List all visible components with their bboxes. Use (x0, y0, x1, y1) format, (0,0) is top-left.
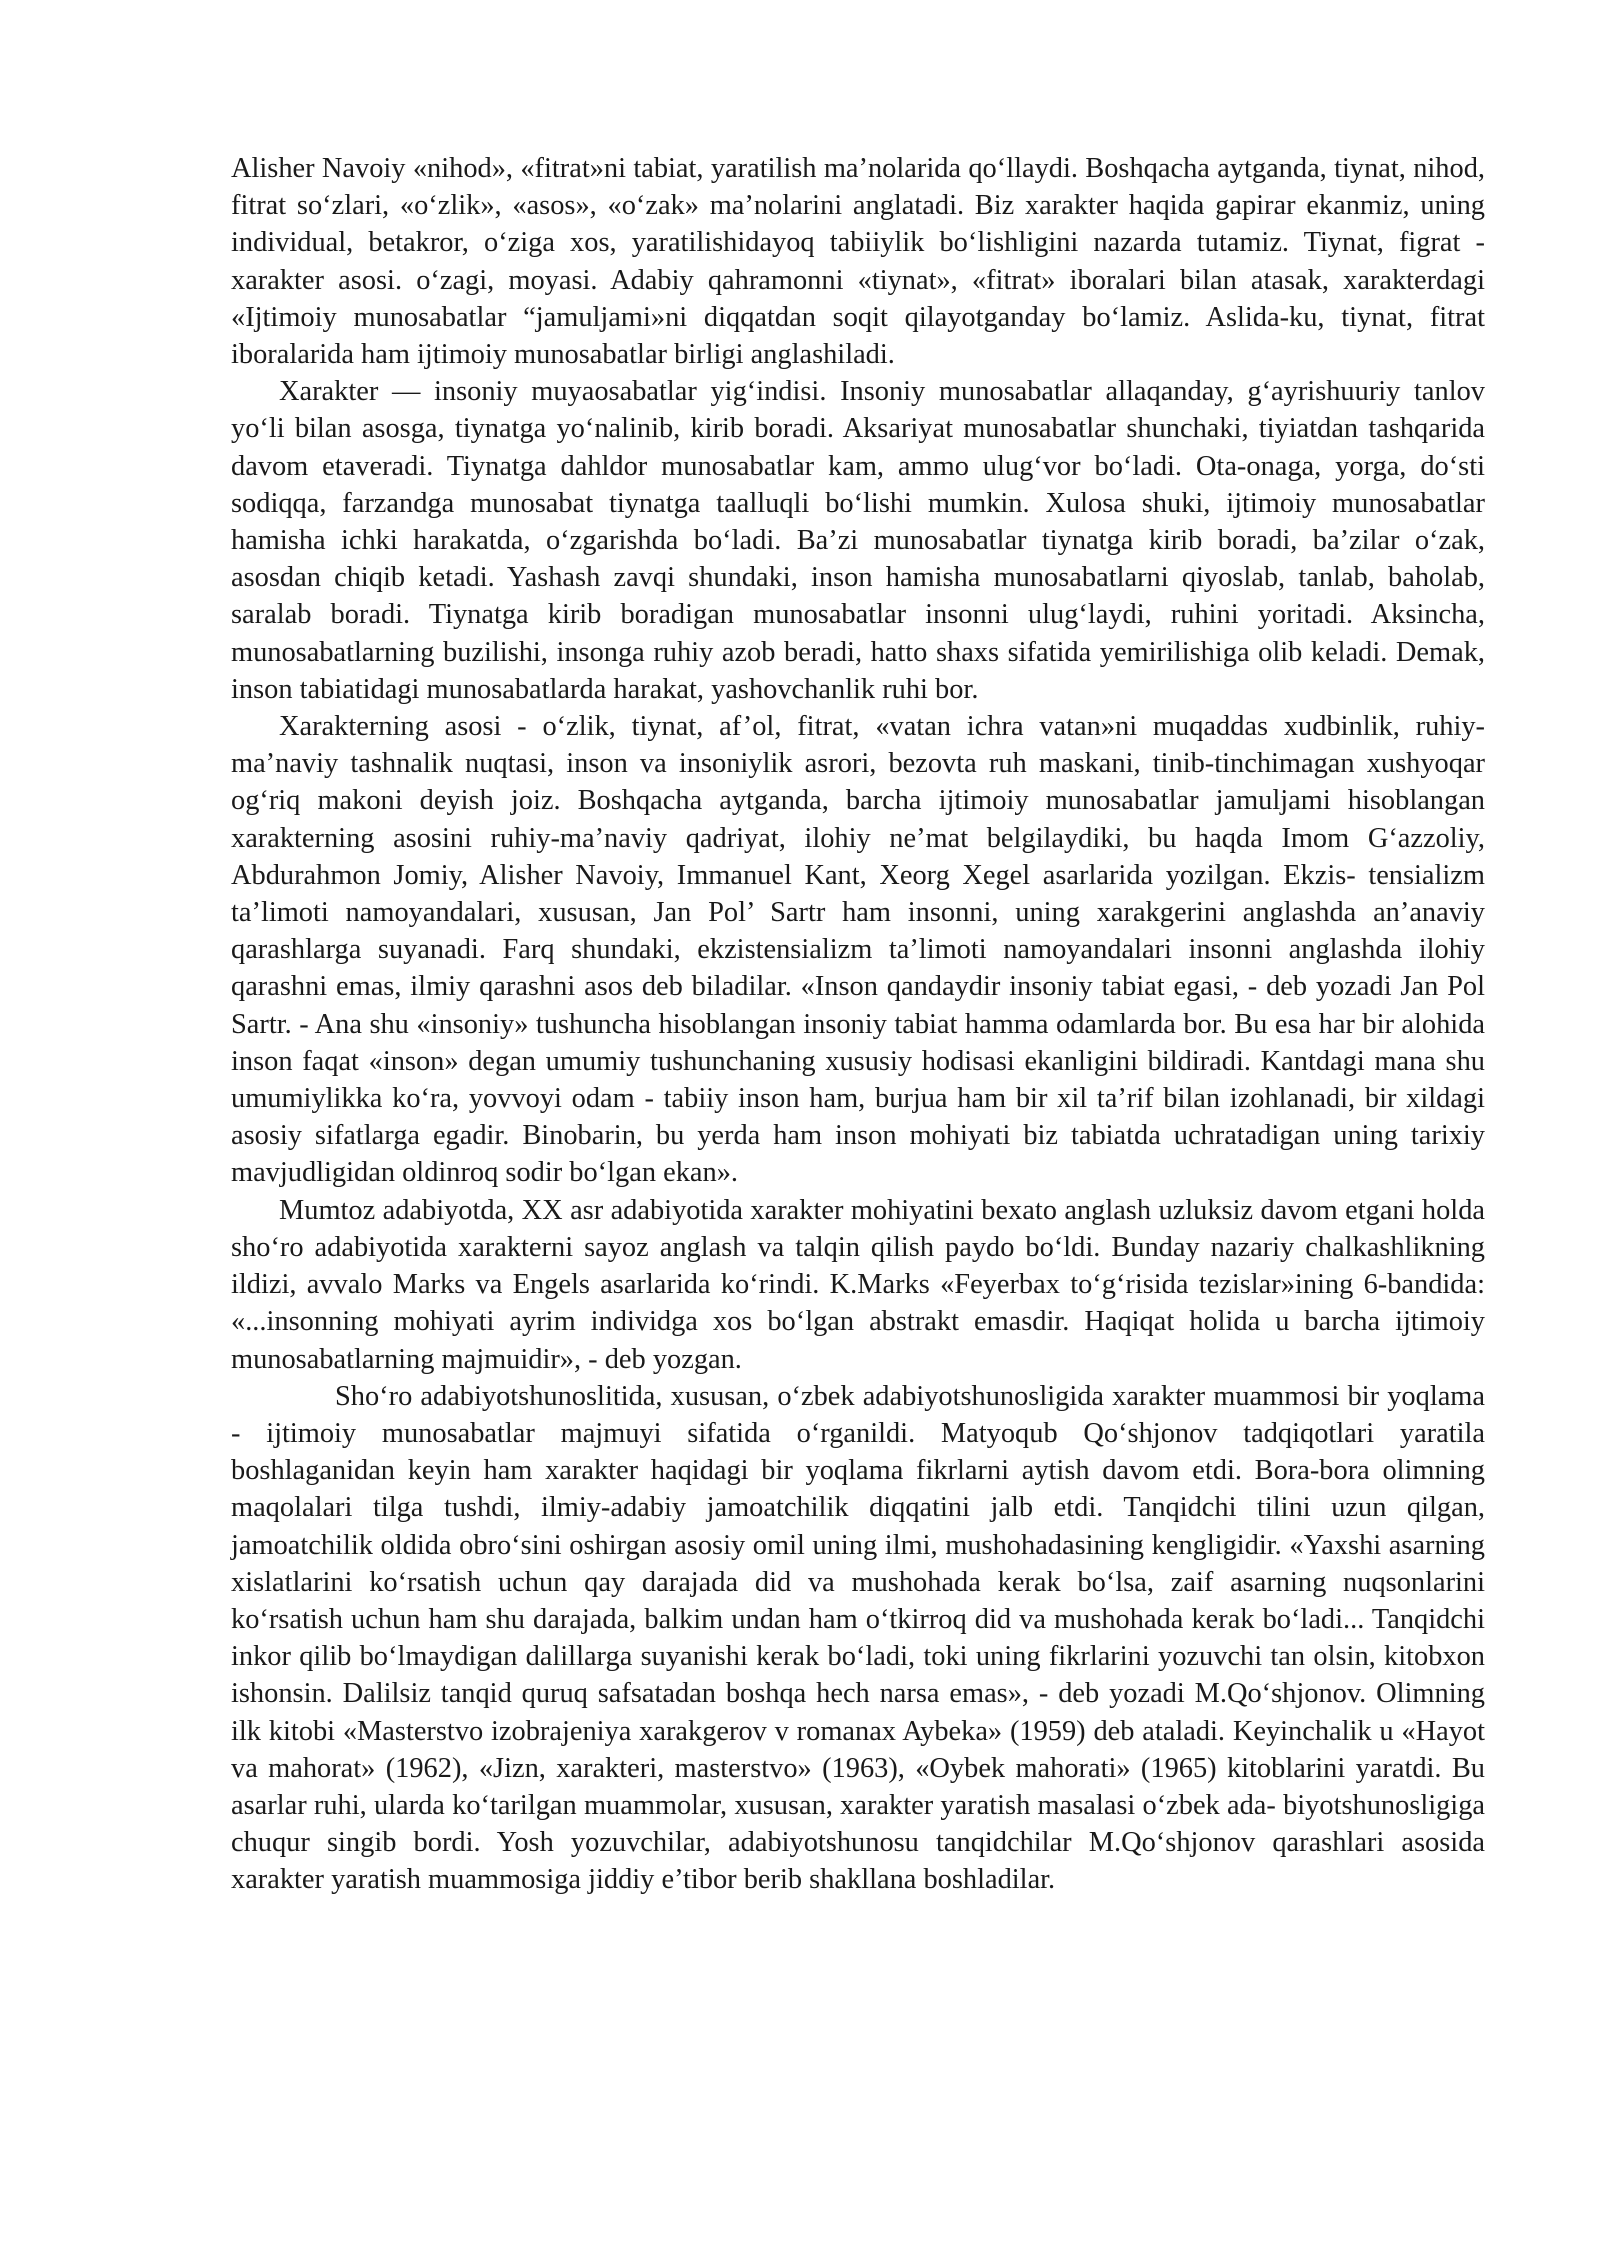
document-page (231, 150, 1485, 1899)
paragraph-navoiy-nihod: Alisher Navoiy «nihod», «fitrat»ni tabiat, yaratilish ma’nolarida qo‘llaydi. Boshqacha aytganda, tiynat, nihod, fitrat so‘zlari, «o‘zlik», «asos», «o‘zak» ma’nolarini anglatadi. Biz xarakter haqida gapirar ekanmiz, uning individual, betakror, o‘ziga xos, yaratilishidayoq tabiiylik bo‘lishligini nazarda tutamiz. Tiynat, figrat - xarakter asosi. o‘zagi, moyasi. Adabiy qahramonni «tiynat», «fitrat» iboralari bilan atasak, xarakterdagi «Ijtimoiy munosabatlar “jamuljami»ni diqqatdan soqit qilayotganday bo‘lamiz. Aslida-ku, tiynat, fitrat iboralarida ham ijtimoiy munosabatlar birligi anglashiladi. (231, 153, 1485, 371)
paragraph-xarakter-definition: Xarakter — insoniy muyaosabatlar yig‘indisi. Insoniy munosabatlar allaqanday, g‘ayrishuuriy tanlov yo‘li bilan asosga, tiynatga yo‘nalinib, kirib boradi. Aksariyat munosabatlar shunchaki, tiyiatdan tashqarida davom etaveradi. Tiynatga dahldor munosabatlar kam, ammo ulug‘vor bo‘ladi. Ota-onaga, yorga, do‘sti sodiqqa, farzandga munosabat tiynatga taalluqli bo‘lishi mumkin. Xulosa shuki, ijtimoiy munosabatlar hamisha ichki harakatda, o‘zgarishda bo‘ladi. Ba’zi munosabatlar tiynatga kirib boradi, ba’zilar o‘zak, asosdan chiqib ketadi. Yashash zavqi shundaki, inson hamisha munosabatlarni qiyoslab, tanlab, baholab, saralab boradi. Tiynatga kirib boradigan munosabatlar insonni ulug‘laydi, ruhini yoritadi. Aksincha, munosabatlarning buzilishi, insonga ruhiy azob beradi, hatto shaxs sifatida yemirilishiga olib keladi. Demak, inson tabiatidagi munosabatlarda harakat, yashovchanlik ruhi bor. (231, 376, 1485, 705)
paragraph-xarakter-asosi: Xarakterning asosi - o‘zlik, tiynat, af’ol, fitrat, «vatan ichra vatan»ni muqaddas xudbinlik, ruhiy-ma’naviy tashnalik nuqtasi, inson va insoniylik asrori, bezovta ruh maskani, tinib-tinchimagan xushyoqar og‘riq makoni deyish joiz. Boshqacha aytganda, barcha ijtimoiy munosabatlar jamuljami hisoblangan xarakterning asosini ruhiy-ma’naviy qadriyat, ilohiy ne’mat belgilaydiki, bu haqda Imom G‘azzoliy, Abdurahmon Jomiy, Alisher Navoiy, Immanuel Kant, Xeorg Xegel asarlarida yozilgan. Ekzis- tensializm ta’limoti namoyandalari, xususan, Jan Pol’ Sartr ham insonni, uning xarakgerini anglashda an’anaviy qarashlarga suyanadi. Farq shundaki, ekzistensializm ta’limoti namoyandalari insonni anglashda ilohiy qarashni emas, ilmiy qarashni asos deb biladilar. «Inson qandaydir insoniy tabiat egasi, - deb yozadi Jan Pol Sartr. - Ana shu «insoniy» tushuncha hisoblangan insoniy tabiat hamma odamlarda bor. Bu esa har bir alohida inson faqat «inson» degan umumiy tushunchaning xususiy hodisasi ekanligini bildiradi. Kantdagi mana shu umumiylikka ko‘ra, yovvoyi odam - tabiiy inson ham, burjua ham bir xil ta’rif bilan izohlanadi, bir xildagi asosiy sifatlarga egadir. Binobarin, bu yerda ham inson mohiyati biz tabiatda uchratadigan uning tarixiy mavjudligidan oldinroq sodir bo‘lgan ekan». (231, 711, 1485, 1189)
paragraph-shoro-adabiyotshunoslik: Sho‘ro adabiyotshunoslitida, xususan, o‘zbek adabiyotshunosligida xarakter muammosi bir yoqlama - ijtimoiy munosabatlar majmuyi sifatida o‘rganildi. Matyoqub Qo‘shjonov tadqiqotlari yaratila boshlaganidan keyin ham xarakter haqidagi bir yoqlama fikrlarni aytish davom etdi. Bora-bora olimning maqolalari tilga tushdi, ilmiy-adabiy jamoatchilik diqqatini jalb etdi. Tanqidchi tilini uzun qilgan, jamoatchilik oldida obro‘sini oshirgan asosiy omil uning ilmi, mushohadasining kengligidir. «Yaxshi asarning xislatlarini ko‘rsatish uchun qay darajada did va mushohada kerak bo‘lsa, zaif asarning nuqsonlarini ko‘rsatish uchun ham shu darajada, balkim undan ham o‘tkirroq did va mushohada kerak bo‘ladi... Tanqidchi inkor qilib bo‘lmaydigan dalillarga suyanishi kerak bo‘ladi, toki uning fikrlarini yozuvchi tan olsin, kitobxon ishonsin. Dalilsiz tanqid quruq safsatadan boshqa hech narsa emas», - deb yozadi M.Qo‘shjonov. Olimning ilk kitobi «Masterstvo izobrajeniya xarakgerov v romanax Aybeka» (1959) deb ataladi. Keyinchalik u «Hayot va mahorat» (1962), «Jizn, xarakteri, masterstvo» (1963), «Oybek mahorati» (1965) kitoblarini yaratdi. Bu asarlar ruhi, ularda ko‘tarilgan muammolar, xususan, xarakter yaratish masalasi o‘zbek ada- biyotshunosligiga chuqur singib bordi. Yosh yozuvchilar, adabiyotshunosu tanqidchilar M.Qo‘shjonov qarashlari asosida xarakter yaratish muammosiga jiddiy e’tibor berib shakllana boshladilar. (231, 1380, 1485, 1896)
paragraph-mumtoz-adabiyot: Mumtoz adabiyotda, XX asr adabiyotida xarakter mohiyatini bexato anglash uzluksiz davom etgani holda sho‘ro adabiyotida xarakterni sayoz anglash va talqin qilish paydo bo‘ldi. Bunday nazariy chalkashlikning ildizi, avvalo Marks va Engels asarlarida ko‘rindi. K.Marks «Feyerbax to‘g‘risida tezislar»ining 6-bandida: «...insonning mohiyati ayrim individga xos bo‘lgan abstrakt emasdir. Haqiqat holida u barcha ijtimoiy munosabatlarning majmuidir», - deb yozgan. (231, 1194, 1485, 1375)
